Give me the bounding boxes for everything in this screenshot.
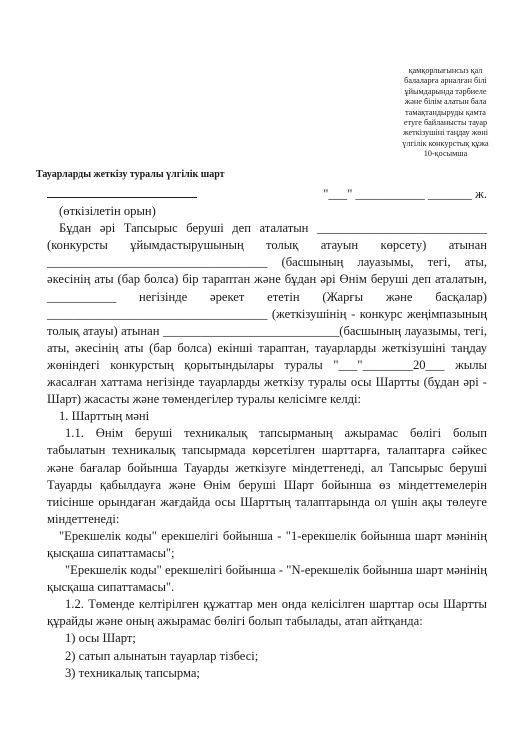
header-line: тамақтандыруды қамта — [405, 107, 486, 117]
header-line: ұйымдарында тәрбиеле — [404, 86, 487, 96]
preamble-paragraph: Бұдан әрі Тапсырыс беруші деп аталатын ___________________________ (конкурсты ұйымдастырушының толық атауын көрсету) атынан ___________________________________ (басшының лауазымы, тегі, аты, әкесінің аты (бар болса) бір тараптан және бұдан әрі Өнім беруші деп аталатын, ___________ негізінде әрекет ететін (Жарғы және басқалар) ___________________________________ (жеткізушінің - конкурс жеңімпазының толық атауы) атынан ____________________________(басшының лауазымы, тегі, аты, әкесінің аты (бар болса) екінші тараптан, тауарларды жеткізушіні таңдау жөніндегі конкурстың қорытындылары туралы "___"________20___ жылы жасалған хаттама негізінде тауарларды жеткізу туралы осы Шартты (бұдан әрі - Шарт) жасасты және төмендегілер туралы келісімге келді: — [47, 221, 487, 407]
appendix-header — [360, 66, 531, 160]
header-line: жеткізушіні таңдау жөні — [402, 128, 489, 138]
date-blank: "___" ___________ _______ ж. — [323, 187, 487, 201]
place-caption: (өткізілетін орын) — [59, 204, 156, 219]
header-line: етуге байланысты тауар — [403, 118, 488, 128]
list-item: 3) техникалық тапсырма; — [65, 665, 200, 680]
header-line: қамқорлығынсыз қал — [408, 66, 483, 75]
spec-item: "Ерекшелік коды" ерекшелігі бойынша - "N-ерекшелік бойынша шарт мәнінің қысқаша сипаттамасы". — [47, 563, 487, 595]
header-line: балаларға арналған білі — [404, 76, 487, 86]
clause-1-1: 1.1. Өнім беруші техникалық тапсырманың ажырамас бөлігі болып табылатын техникалық тапсырмада көрсетілген шарттарға, талаптарға сәйкес және бағалар бойынша Тауарды жеткізуге міндеттенеді, ал Тапсырыс беруші Тауарды қабылдауға және Өнім беруші Шарт бойынша өз міндеттемелерін тиісінше орындаған жағдайда осы Шарттың талаптарында ол үшін ақы төлеуге міндеттенеді: — [47, 426, 487, 526]
header-line: үлгілік конкурстық құжа — [402, 138, 489, 148]
list-item: 2) сатып алынатын тауарлар тізбесі; — [65, 648, 259, 663]
document-title: Тауарларды жеткізу туралы үлгілік шарт — [36, 169, 225, 180]
section-heading: 1. Шарттың мәні — [59, 409, 150, 424]
document-body — [47, 186, 487, 682]
clause-1-2: 1.2. Төменде келтірілген құжаттар мен онда келісілген шарттар осы Шартты құрайды және оның ажырамас бөлігі болып табылады, атап айтқанда: — [47, 597, 487, 629]
list-item: 1) осы Шарт; — [65, 631, 136, 646]
header-line: және білім алатын бала — [404, 97, 487, 107]
place-blank — [47, 186, 197, 198]
appendix-number: 10-қосымша — [423, 149, 468, 159]
place-date-line — [47, 186, 487, 203]
spec-item: "Ерекшелік коды" ерекшелігі бойынша - "1-ерекшелік бойынша шарт мәнінің қысқаша сипаттамасы"; — [47, 528, 487, 560]
